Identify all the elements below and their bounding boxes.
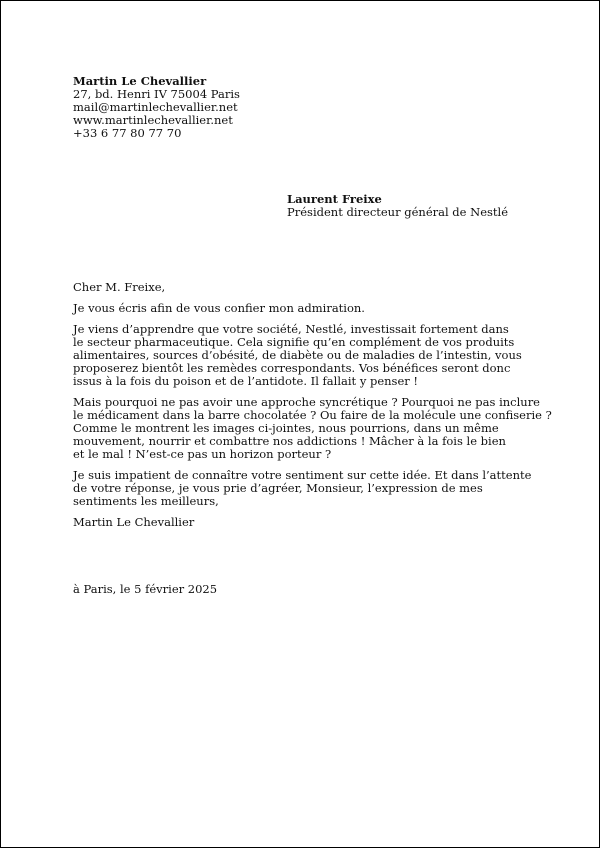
paragraph-2	[73, 395, 552, 461]
sender-email: mail@martinlechevallier.net	[73, 100, 238, 114]
recipient-title: Président directeur général de Nestlé	[287, 205, 509, 219]
paragraph-line: mouvement, nourrir et combattre nos addictions ! Mâcher à la fois le bien	[73, 434, 506, 448]
paragraph-3	[73, 468, 532, 508]
sender-phone: +33 6 77 80 77 70	[73, 126, 182, 140]
intro-paragraph: Je vous écris afin de vous confier mon admiration.	[73, 301, 365, 315]
paragraph-line: sentiments les meilleurs,	[73, 494, 219, 508]
paragraph-line: Je suis impatient de connaître votre sentiment sur cette idée. Et dans l’attente	[73, 468, 532, 482]
paragraph-line: issus à la fois du poison et de l’antidote. Il fallait y penser !	[73, 374, 419, 388]
paragraph-line: le médicament dans la barre chocolatée ? Ou faire de la molécule une confiserie ?	[73, 408, 552, 422]
paragraph-line: proposerez bientôt les remèdes correspondants. Vos bénéfices seront donc	[73, 361, 511, 375]
letter-body	[73, 280, 552, 537]
paragraph-1	[73, 322, 522, 388]
salutation: Cher M. Freixe,	[73, 280, 166, 294]
sender-name: Martin Le Chevallier	[73, 74, 207, 88]
recipient-name: Laurent Freixe	[287, 192, 382, 206]
paragraph-line: le secteur pharmaceutique. Cela signifie qu’en complément de vos produits	[73, 335, 515, 349]
paragraph-line: Comme le montrent les images ci-jointes, nous pourrions, dans un même	[73, 421, 499, 435]
recipient-block	[287, 193, 508, 219]
paragraph-line: Mais pourquoi ne pas avoir une approche syncrétique ? Pourquoi ne pas inclure	[73, 395, 540, 409]
paragraph-line: de votre réponse, je vous prie d’agréer, Monsieur, l’expression de mes	[73, 481, 483, 495]
sender-website: www.martinlechevallier.net	[73, 113, 233, 127]
paragraph-line: Je viens d’apprendre que votre société, Nestlé, investissait fortement dans	[73, 322, 509, 336]
paragraph-line: alimentaires, sources d’obésité, de diabète ou de maladies de l’intestin, vous	[73, 348, 522, 362]
sender-address: 27, bd. Henri IV 75004 Paris	[73, 87, 240, 101]
paragraph-line: et le mal ! N’est-ce pas un horizon porteur ?	[73, 447, 332, 461]
letter-date: à Paris, le 5 février 2025	[73, 582, 218, 596]
signature: Martin Le Chevallier	[73, 515, 195, 529]
sender-block	[73, 75, 240, 140]
